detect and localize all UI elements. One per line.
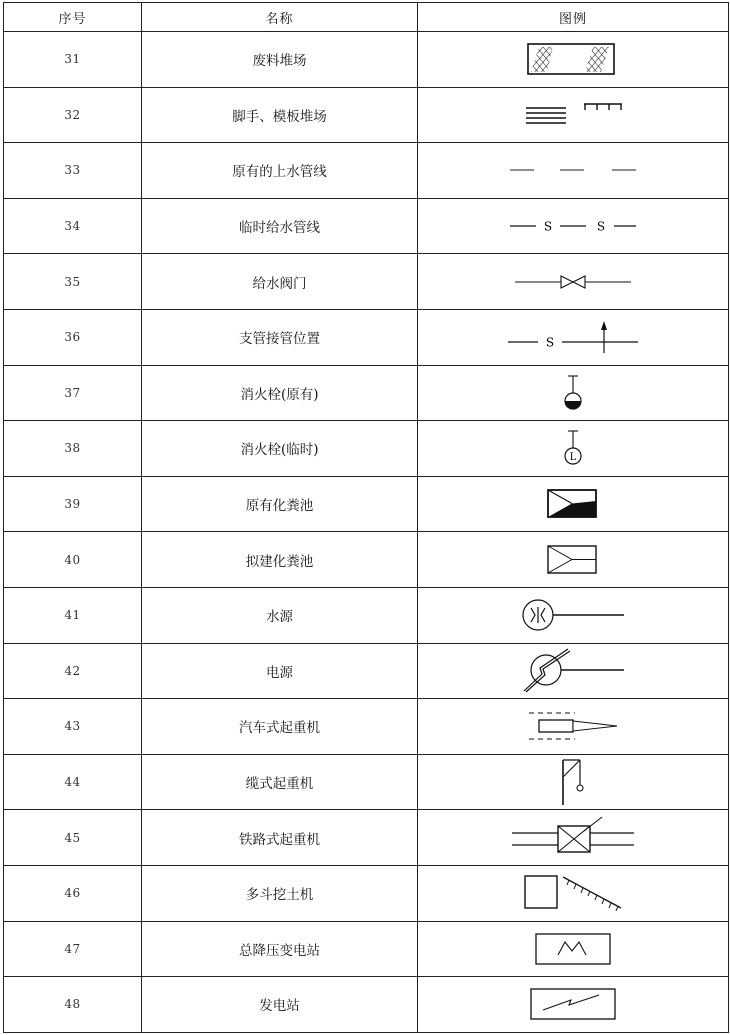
- row-number: 45: [4, 810, 142, 866]
- header-legend: 图例: [418, 3, 729, 32]
- header-name: 名称: [142, 3, 418, 32]
- existing-septic-tank-legend-icon: [545, 487, 601, 521]
- row-number: 38: [4, 421, 142, 477]
- hydrant-letter: L: [569, 452, 577, 464]
- row-number: 47: [4, 921, 142, 977]
- row-name: 废料堆场: [142, 32, 418, 88]
- row-name: 消火栓(临时): [142, 421, 418, 477]
- supply-letter-3: S: [545, 335, 555, 350]
- row-name: 汽车式起重机: [142, 699, 418, 755]
- bucket-excavator-legend-icon: [521, 873, 625, 913]
- rail-crane-legend-icon: [510, 815, 636, 861]
- fire-hydrant-temporary-legend-icon: [561, 428, 585, 468]
- table-row: [4, 421, 729, 477]
- row-name: 水源: [142, 587, 418, 643]
- row-name: 总降压变电站: [142, 921, 418, 977]
- row-number: 33: [4, 143, 142, 199]
- table-row: [4, 254, 729, 310]
- fire-hydrant-existing-legend-icon: [561, 373, 585, 413]
- branch-pipe-connection-legend-icon: [506, 319, 640, 355]
- table-row: [4, 532, 729, 588]
- row-name: 缆式起重机: [142, 754, 418, 810]
- existing-water-supply-line-legend-icon: [508, 164, 638, 176]
- table-row: [4, 87, 729, 143]
- table-row: [4, 198, 729, 254]
- row-number: 42: [4, 643, 142, 699]
- row-number: 40: [4, 532, 142, 588]
- table-row: [4, 810, 729, 866]
- row-number: 34: [4, 198, 142, 254]
- table-row: [4, 365, 729, 421]
- table-row: [4, 643, 729, 699]
- table-row: [4, 865, 729, 921]
- waste-yard-legend-icon: [523, 39, 623, 79]
- row-name: 消火栓(原有): [142, 365, 418, 421]
- table-row: [4, 32, 729, 88]
- water-source-legend-icon: [520, 595, 626, 635]
- row-number: 46: [4, 865, 142, 921]
- scaffold-formwork-yard-legend-icon: [518, 100, 628, 130]
- step-down-substation-legend-icon: [532, 931, 614, 967]
- table-row: [4, 977, 729, 1033]
- table-row: [4, 143, 729, 199]
- row-number: 35: [4, 254, 142, 310]
- power-source-legend-icon: [520, 646, 626, 696]
- supply-letter-1: S: [543, 219, 553, 234]
- row-name: 脚手、模板堆场: [142, 87, 418, 143]
- row-number: 37: [4, 365, 142, 421]
- power-station-legend-icon: [527, 986, 619, 1022]
- row-name: 发电站: [142, 977, 418, 1033]
- row-name: 原有化粪池: [142, 476, 418, 532]
- table-row: [4, 309, 729, 365]
- row-number: 39: [4, 476, 142, 532]
- row-number: 41: [4, 587, 142, 643]
- temporary-water-supply-line-legend-icon: [508, 216, 638, 236]
- table-row: [4, 587, 729, 643]
- row-number: 43: [4, 699, 142, 755]
- legend-table: [3, 2, 729, 1033]
- row-name: 铁路式起重机: [142, 810, 418, 866]
- row-number: 48: [4, 977, 142, 1033]
- table-row: [4, 754, 729, 810]
- proposed-septic-tank-legend-icon: [545, 543, 601, 577]
- row-name: 临时给水管线: [142, 198, 418, 254]
- row-name: 多斗挖土机: [142, 865, 418, 921]
- row-number: 44: [4, 754, 142, 810]
- header-row: [4, 3, 729, 32]
- row-number: 32: [4, 87, 142, 143]
- row-name: 支管接管位置: [142, 309, 418, 365]
- row-name: 电源: [142, 643, 418, 699]
- row-number: 31: [4, 32, 142, 88]
- cable-crane-legend-icon: [553, 757, 593, 807]
- table-row: [4, 921, 729, 977]
- row-name: 原有的上水管线: [142, 143, 418, 199]
- water-supply-valve-legend-icon: [513, 272, 633, 292]
- row-name: 拟建化粪池: [142, 532, 418, 588]
- table-row: [4, 699, 729, 755]
- truck-crane-legend-icon: [525, 708, 621, 744]
- row-number: 36: [4, 309, 142, 365]
- supply-letter-2: S: [596, 219, 606, 234]
- row-name: 给水阀门: [142, 254, 418, 310]
- table-row: [4, 476, 729, 532]
- header-number: 序号: [4, 3, 142, 32]
